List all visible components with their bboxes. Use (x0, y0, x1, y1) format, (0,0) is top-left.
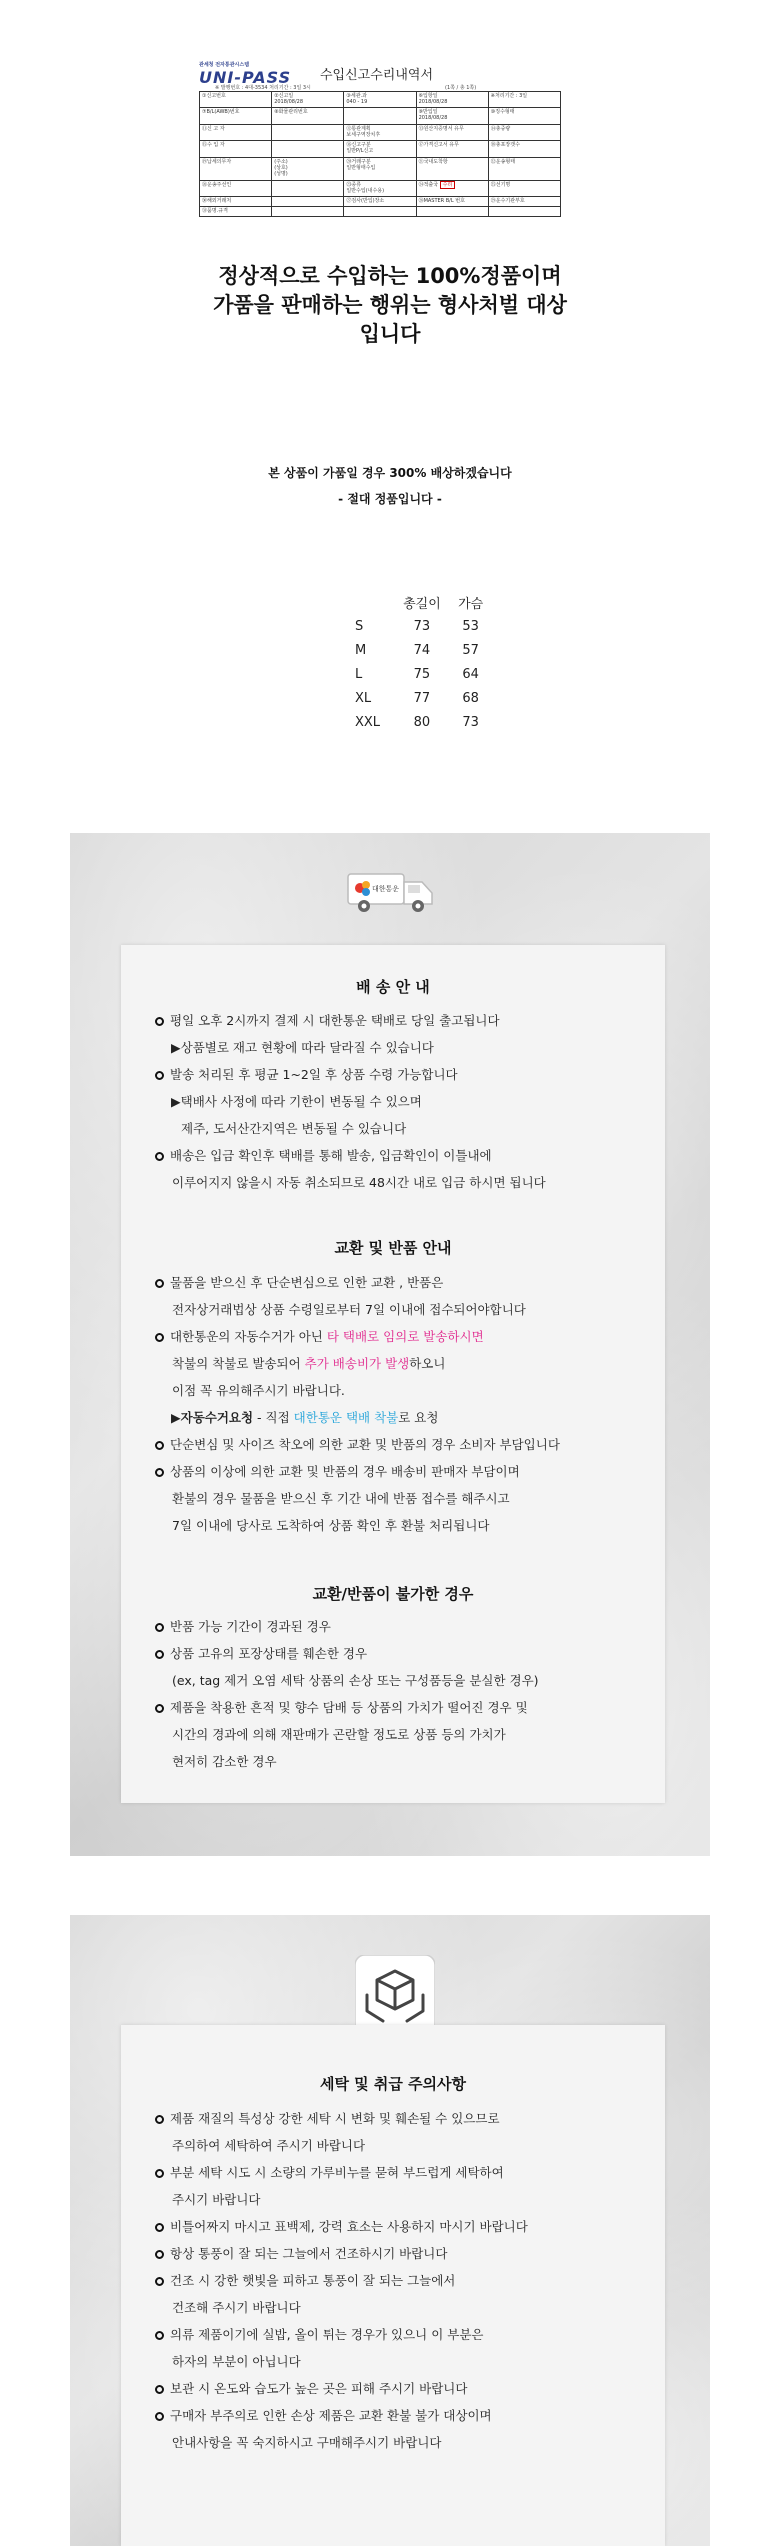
doc-cell: ②신고일 (274, 93, 294, 99)
doc-cell: ⑥입항일 (418, 93, 438, 99)
doc-cell: ⑩징수형태 (488, 108, 560, 124)
doc-cell: 2018/08/28 (274, 99, 304, 105)
list-item (155, 1699, 528, 1717)
doc-cell: 040 - 19 (346, 99, 368, 105)
doc-cell: ⑧화물관리번호 (272, 108, 344, 124)
size-length: 80 (413, 714, 431, 730)
list-item (155, 2407, 492, 2425)
list-item: ▶택배사 사정에 따라 기한이 변동될 수 있으며 (171, 1094, 422, 1109)
list-item (155, 1328, 484, 1346)
bullet-circle-icon (155, 2169, 164, 2178)
list-item (155, 2272, 455, 2290)
doc-cell: ㉔적출국 (418, 181, 439, 188)
list-item (155, 1012, 500, 1030)
doc-cell: ⑨반입일 (418, 109, 438, 116)
doc-stamp: 수리 (440, 181, 456, 189)
shipping-info-card (121, 945, 665, 1803)
exchange-warning-text: 추가 배송비가 발생 (304, 1356, 410, 1371)
doc-cell: ⑮수 입 자 (200, 141, 272, 157)
size-header-length: 총길이 (403, 596, 441, 612)
doc-cell: ③세관.과 (346, 93, 367, 99)
size-chest: 73 (462, 714, 479, 730)
list-item (155, 1463, 520, 1481)
doc-cell: ㉗검사(반입)장소 (344, 197, 416, 207)
truck-brand-mark: CJ (353, 876, 360, 883)
size-label: XL (355, 690, 372, 706)
exchange-title: 교환 및 반품 안내 (334, 1239, 452, 1257)
care-text: 건조 시 강한 햇빛을 피하고 통풍이 잘 되는 그늘에서 (170, 2273, 456, 2288)
no-exchange-title: 교환/반품이 불가한 경우 (312, 1585, 474, 1603)
exchange-text: 상품의 이상에 의한 교환 및 반품의 경우 배송비 판매자 부담이며 (170, 1464, 520, 1479)
care-text: 부분 세탁 시도 시 소량의 가루비누를 묻혀 부드럽게 세탁하여 (170, 2165, 504, 2180)
list-item (155, 2326, 484, 2344)
bullet-circle-icon (155, 1468, 164, 1477)
exchange-highlight-text: 대한통운 택배 착불 (293, 1410, 399, 1425)
care-text: 의류 제품이기에 실밥, 올이 튀는 경우가 있으니 이 부분은 (170, 2327, 484, 2342)
list-item (155, 2380, 467, 2398)
doc-cell: ⑱총포장갯수 (488, 141, 560, 157)
table-row (355, 638, 495, 662)
size-label: M (355, 642, 367, 658)
list-item: 제주, 도서산간지역은 변동될 수 있습니다 (181, 1121, 407, 1136)
no-exchange-text: 상품 고유의 포장상태를 훼손한 경우 (170, 1646, 368, 1661)
document-page: (1쪽 / 총 1쪽) (445, 85, 477, 91)
unipass-logo-text: UNI-PASS (199, 68, 292, 87)
truck-brand-label: 대한통운 (372, 885, 400, 893)
doc-cell: 일반형태수입 (346, 164, 376, 171)
size-length: 77 (413, 690, 431, 706)
bullet-circle-icon (155, 2115, 164, 2124)
doc-cell: (상호) (274, 164, 288, 171)
size-chest: 64 (462, 666, 479, 682)
doc-cell: ㉘MASTER B/L 번호 (416, 197, 488, 207)
doc-cell: ㉚해외거래처 (200, 197, 272, 207)
doc-cell: 2018/08/28 (418, 115, 448, 122)
bullet-circle-icon (155, 1704, 164, 1713)
list-item: 시간의 경과에 의해 재판매가 곤란할 정도로 상품 등의 가치가 (172, 1727, 506, 1742)
doc-cell: 일반수입(내수용) (346, 187, 385, 194)
doc-cell: ⑯신고구분 (346, 142, 371, 149)
bullet-circle-icon (155, 1017, 164, 1026)
shipping-text: 배송은 입금 확인후 택배를 통해 발송, 입금확인이 이틀내에 (170, 1148, 492, 1163)
document-title: 수입신고수리내역서 (320, 68, 434, 83)
bullet-circle-icon (155, 1650, 164, 1659)
list-item (155, 1066, 458, 1084)
doc-cell: ※처리기간 : 3일 (488, 92, 560, 108)
bullet-circle-icon (155, 2385, 164, 2394)
table-row (355, 686, 495, 710)
list-item: 주의하여 세탁하여 주시기 바랍니다 (172, 2138, 366, 2153)
doc-cell: ㉖운송주선인 (200, 180, 272, 196)
doc-cell: ⑲납세의무자 (200, 157, 272, 180)
list-item: 주시기 바랍니다 (172, 2192, 261, 2207)
authenticity-headline (0, 262, 780, 349)
table-row (355, 662, 495, 686)
list-item (155, 1618, 331, 1636)
care-title: 세탁 및 취급 주의사항 (319, 2075, 467, 2093)
doc-cell: 보세구역장치후 (346, 131, 381, 138)
table-row (355, 614, 495, 638)
list-item: 건조해 주시기 바랍니다 (172, 2300, 301, 2315)
table-row (355, 710, 495, 734)
bullet-circle-icon (155, 1152, 164, 1161)
list-item (155, 2164, 504, 2182)
size-table-header (355, 590, 495, 614)
document-meta: ※ 발행번호 : 4대-3534 처리기간 : 3일 3시 (215, 85, 311, 91)
care-info-card (121, 2025, 665, 2546)
bullet-circle-icon (155, 2412, 164, 2421)
size-chest: 68 (462, 690, 479, 706)
size-length: 74 (413, 642, 431, 658)
exchange-text: - 직접 (253, 1410, 294, 1425)
size-chest: 57 (462, 642, 479, 658)
size-label: L (355, 666, 363, 682)
delivery-truck-icon (340, 868, 440, 918)
list-item (155, 1147, 492, 1165)
doc-cell: ⑭총중량 (488, 124, 560, 140)
size-header-chest: 가슴 (458, 596, 484, 612)
exchange-text: 대한통운의 자동수거가 아닌 (170, 1329, 327, 1344)
guarantee-line-2: - 절대 정품입니다 - (338, 492, 442, 506)
size-label: S (355, 618, 364, 634)
doc-cell: ⑪신 고 자 (200, 124, 272, 140)
doc-cell: ㉒운송형태 (488, 157, 560, 180)
size-chest: 53 (462, 618, 479, 634)
doc-cell: ㉑국내도착항 (416, 157, 488, 180)
list-item: ▶상품별로 재고 현황에 따라 달라질 수 있습니다 (171, 1040, 434, 1055)
doc-cell: 일반P/L신고 (346, 148, 374, 155)
bullet-circle-icon (155, 1623, 164, 1632)
shipping-text: 발송 처리된 후 평균 1~2일 후 상품 수령 가능합니다 (170, 1067, 458, 1082)
bullet-circle-icon (155, 1279, 164, 1288)
list-item (155, 1436, 560, 1454)
list-item: 안내사항을 꼭 숙지하시고 구매해주시기 바랍니다 (172, 2435, 442, 2450)
doc-cell: (주소) (274, 158, 288, 165)
list-item (171, 1409, 438, 1427)
doc-cell: ⑫통관계획 (346, 125, 371, 132)
doc-cell: ㉛품명.규격 (200, 207, 272, 217)
fragile-box-icon (355, 1955, 435, 2035)
size-label: XXL (355, 714, 381, 730)
doc-cell: ⑦B/L(AWB)번호 (200, 108, 272, 124)
list-item: 현저히 감소한 경우 (172, 1754, 277, 1769)
size-length: 73 (413, 618, 431, 634)
no-exchange-text: 반품 가능 기간이 경과된 경우 (170, 1619, 331, 1634)
size-header-label (355, 590, 398, 614)
doc-cell: ㉙운수기관부호 (488, 197, 560, 207)
care-text: 보관 시 온도와 습도가 높은 곳은 피해 주시기 바랍니다 (170, 2381, 468, 2396)
exchange-text: 하오니 (409, 1356, 446, 1371)
doc-cell: ㉕선기명 (488, 180, 560, 196)
bullet-circle-icon (155, 1441, 164, 1450)
list-item: 전자상거래법상 상품 수령일로부터 7일 이내에 접수되어야합니다 (172, 1302, 526, 1317)
bullet-circle-icon (155, 1071, 164, 1080)
doc-cell: ⑬원산지증명서 유무 (416, 124, 488, 140)
no-exchange-text: 제품을 착용한 흔적 및 향수 담배 등 상품의 가치가 떨어진 경우 및 (170, 1700, 528, 1715)
list-item: 하자의 부분이 아닙니다 (172, 2354, 301, 2369)
list-item (155, 1274, 443, 1292)
list-item: 7일 이내에 당사로 도착하여 상품 확인 후 환불 처리됩니다 (172, 1518, 490, 1533)
headline-line-2: 가품을 판매하는 행위는 형사처벌 대상 (213, 293, 567, 317)
doc-cell: ⑰가격신고서 유무 (416, 141, 488, 157)
bullet-circle-icon (155, 2331, 164, 2340)
doc-cell: (성명) (274, 170, 288, 177)
care-text: 제품 재질의 특성상 강한 세탁 시 변화 및 훼손될 수 있으므로 (170, 2111, 500, 2126)
bullet-circle-icon (155, 2223, 164, 2232)
doc-cell: ⑳거래구분 (346, 158, 371, 165)
doc-cell: ㉓종류 (346, 181, 362, 188)
list-item (155, 1645, 367, 1663)
guarantee-text (0, 460, 780, 512)
list-item (172, 1355, 445, 1373)
list-item (155, 2110, 500, 2128)
shipping-text: 평일 오후 2시까지 결제 시 대한통운 택배로 당일 출고됩니다 (170, 1013, 500, 1028)
headline-line-1: 정상적으로 수입하는 100%정품이며 (218, 264, 562, 288)
list-item: 이루어지지 않을시 자동 취소되므로 48시간 내로 입금 하시면 됩니다 (172, 1175, 546, 1190)
list-item: (ex, tag 제거 오염 세탁 상품의 손상 또는 구성품등을 분실한 경우) (172, 1673, 539, 1688)
doc-cell: ①신고번호 (200, 92, 272, 108)
care-text: 항상 통풍이 잘 되는 그늘에서 건조하시기 바랍니다 (170, 2246, 448, 2261)
exchange-text: 착불의 착불로 발송되어 (172, 1356, 305, 1371)
bullet-circle-icon (155, 1333, 164, 1342)
size-length: 75 (413, 666, 431, 682)
list-item (155, 2245, 447, 2263)
exchange-warning-text: 타 택배로 임의로 발송하시면 (326, 1329, 484, 1344)
bullet-circle-icon (155, 2277, 164, 2286)
care-text: 구매자 부주의로 인한 손상 제품은 교환 환불 불가 대상이며 (170, 2408, 492, 2423)
auto-pickup-label: ▶자동수거요청 (171, 1410, 254, 1425)
care-text: 비틀어짜지 마시고 표백제, 강력 효소는 사용하지 마시기 바랍니다 (170, 2219, 528, 2234)
exchange-text: 로 요청 (398, 1410, 439, 1425)
size-table (355, 590, 495, 734)
exchange-text: 단순변심 및 사이즈 착오에 의한 교환 및 반품의 경우 소비자 부담입니다 (170, 1437, 560, 1452)
list-item (155, 2218, 528, 2236)
customs-clearance-document (195, 55, 565, 221)
exchange-text: 물품을 받으신 후 단순변심으로 인한 교환 , 반품은 (170, 1275, 444, 1290)
list-item: 이점 꼭 유의해주시기 바랍니다. (172, 1383, 345, 1398)
bullet-circle-icon (155, 2250, 164, 2259)
headline-line-3: 입니다 (359, 322, 421, 346)
document-table (199, 91, 561, 217)
guarantee-line-1: 본 상품이 가품일 경우 300% 배상하겠습니다 (268, 466, 512, 480)
list-item: 환불의 경우 물품을 받으신 후 기간 내에 반품 접수를 해주시고 (172, 1491, 510, 1506)
doc-cell: 2018/08/28 (418, 99, 448, 105)
unipass-logo-sub: 관세청 전자통관시스템 (199, 62, 250, 68)
shipping-title: 배 송 안 내 (356, 978, 430, 996)
